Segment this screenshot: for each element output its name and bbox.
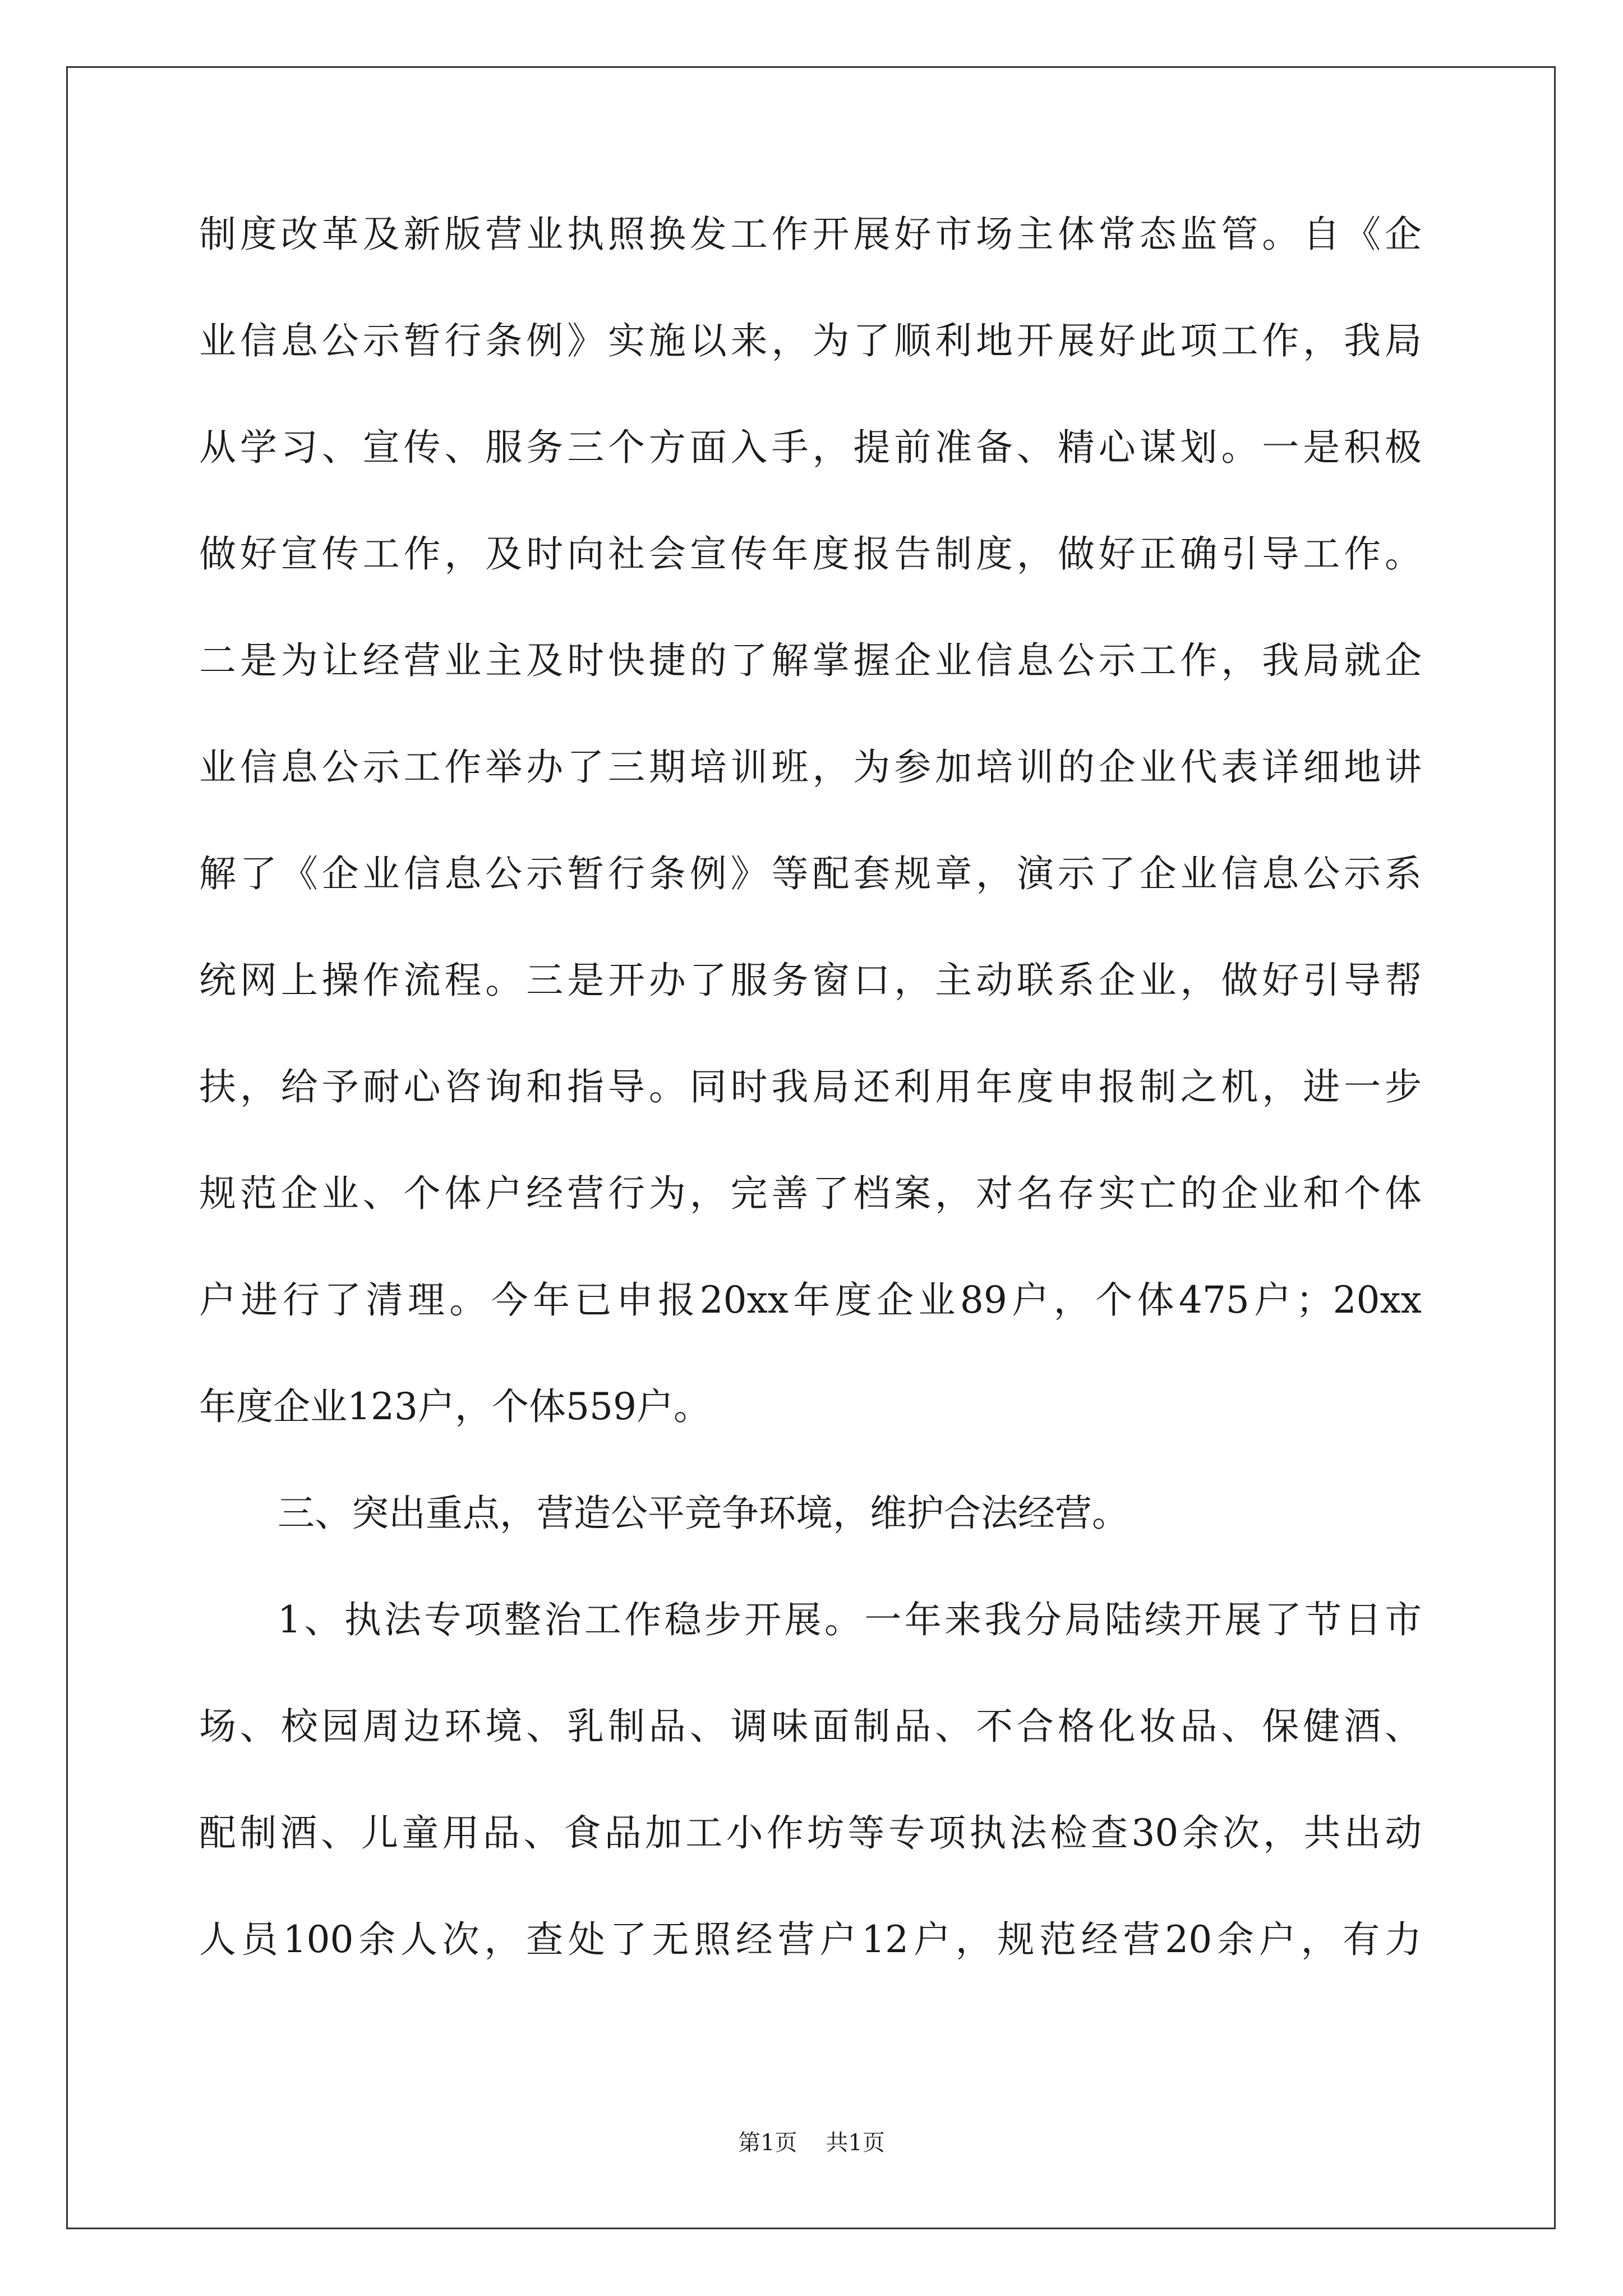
document-body bbox=[199, 213, 1422, 2028]
paragraph-line: 业信息公示暂行条例》实施以来，为了顺利地开展好此项工作，我局 bbox=[199, 319, 1422, 362]
paragraph-line: 解了《企业信息公示暂行条例》等配套规章，演示了企业信息公示系 bbox=[199, 852, 1422, 895]
paragraph-line: 从学习、宣传、服务三个方面入手，提前准备、精心谋划。一是积极 bbox=[199, 426, 1422, 469]
paragraph-line: 制度改革及新版营业执照换发工作开展好市场主体常态监管。自《企 bbox=[199, 213, 1422, 256]
paragraph-line: 做好宣传工作，及时向社会宣传年度报告制度，做好正确引导工作。 bbox=[199, 532, 1422, 576]
paragraph-line: 人员100余人次，查处了无照经营户12户，规范经营20余户，有力 bbox=[199, 1918, 1422, 1961]
paragraph-line: 规范企业、个体户经营行为，完善了档案，对名存实亡的企业和个体 bbox=[199, 1172, 1422, 1215]
paragraph-line: 扶，给予耐心咨询和指导。同时我局还利用年度申报制之机，进一步 bbox=[199, 1065, 1422, 1108]
paragraph-line: 年度企业123户，个体559户。 bbox=[199, 1385, 711, 1428]
paragraph-line: 场、校园周边环境、乳制品、调味面制品、不合格化妆品、保健酒、 bbox=[199, 1705, 1422, 1748]
paragraph-line: 1、执法专项整治工作稳步开展。一年来我分局陆续开展了节日市 bbox=[278, 1598, 1422, 1641]
paragraph-line: 户进行了清理。今年已申报20xx年度企业89户，个体475户；20xx bbox=[199, 1278, 1422, 1322]
paragraph-line: 二是为让经营业主及时快捷的了解掌握企业信息公示工作，我局就企 bbox=[199, 639, 1422, 682]
section-heading: 三、突出重点，营造公平竞争环境，维护合法经营。 bbox=[278, 1492, 1129, 1535]
paragraph-line: 业信息公示工作举办了三期培训班，为参加培训的企业代表详细地讲 bbox=[199, 746, 1422, 789]
paragraph-line: 统网上操作流程。三是开办了服务窗口，主动联系企业，做好引导帮 bbox=[199, 959, 1422, 1002]
page-number-footer: 第1页 共1页 bbox=[738, 2130, 885, 2156]
paragraph-line: 配制酒、儿童用品、食品加工小作坊等专项执法检查30余次，共出动 bbox=[199, 1811, 1422, 1855]
